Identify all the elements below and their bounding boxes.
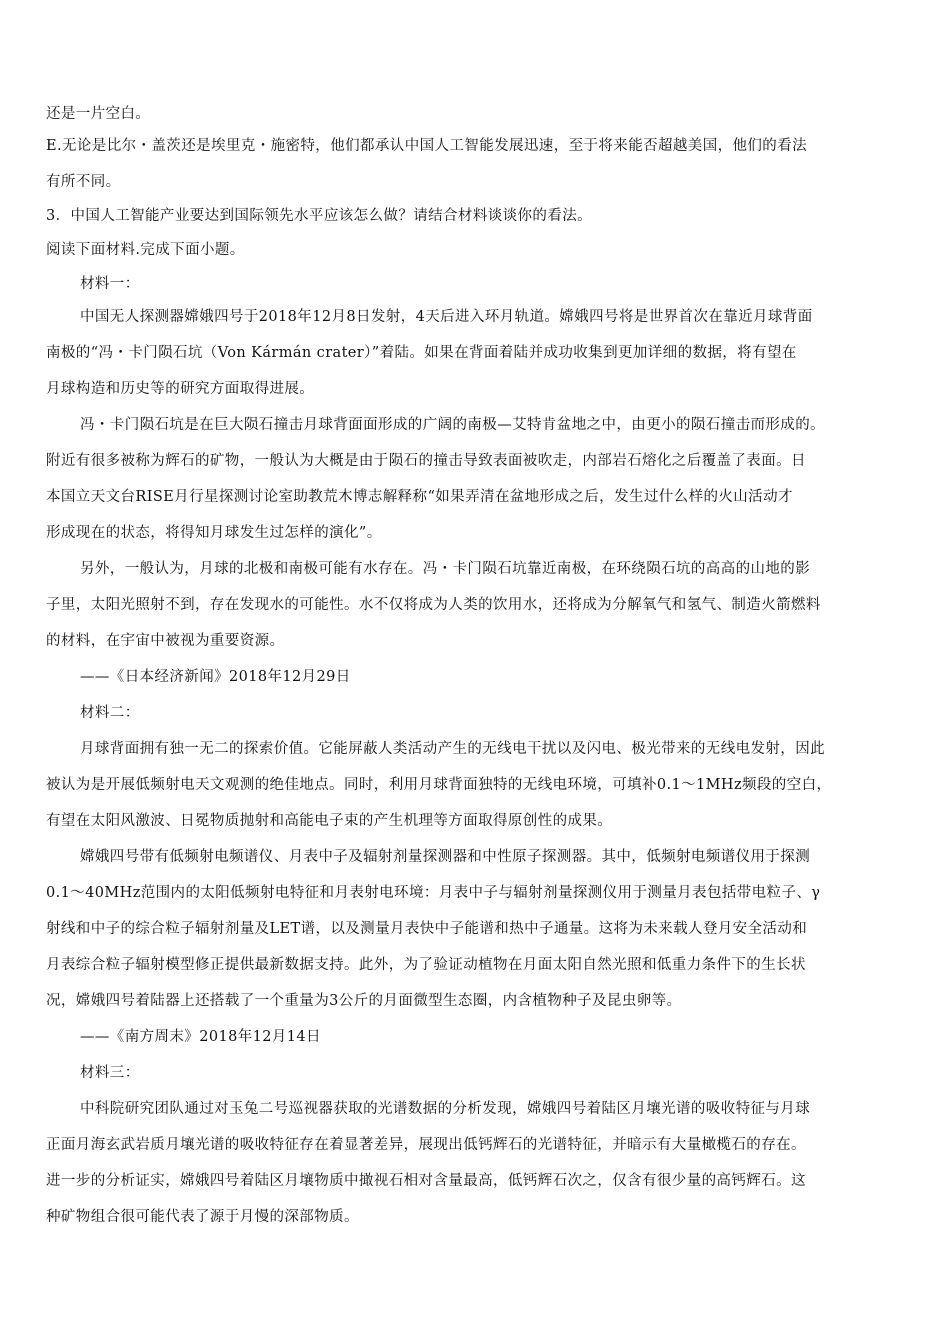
material-2-source: ——《南方周末》2018年12月14日 [80,1029,321,1045]
material-2-text: 被认为是开展低频射电天文观测的绝佳地点。同时，利用月球背面独特的无线电环境，可填补0.1～1MHz频段的空白， [46,777,832,793]
material-1-text: 中国无人探测器嫦娥四号于2018年12月8日发射，4天后进入环月轨道。嫦娥四号将是世界首次在靠近月球背面 [80,309,813,325]
material-1-text: 冯・卡门陨石坑是在巨大陨石撞击月球背面面形成的广阔的南极—艾特肯盆地之中，由更小的陨石撞击而形成的。 [80,417,825,433]
material-1-text: 另外，一般认为，月球的北极和南极可能有水存在。冯・卡门陨石坑靠近南极，在环绕陨石坑的高高的山地的影 [80,561,811,577]
text-line: 还是一片空白。 [46,106,151,122]
material-1-text: 形成现在的状态，将得知月球发生过怎样的演化”。 [46,525,382,541]
option-e-line: E.无论是比尔・盖茨还是埃里克・施密特，他们都承认中国人工智能发展迅速，至于将来能否超越美国，他们的看法 [46,138,807,154]
material-2-text: 有望在太阳风激波、日冕物质抛射和高能电子束的产生机理等方面取得原创性的成果。 [46,813,613,829]
material-2-label: 材料二： [80,705,140,721]
material-2-text: 月表综合粒子辐射模型修正提供最新数据支持。此外，为了验证动植物在月面太阳自然光照和低重力条件下的生长状 [46,957,806,973]
material-3-text: 正面月海玄武岩质月壤光谱的吸收特征存在着显著差异，展现出低钙辉石的光谱特征，并暗示有大量橄榄石的存在。 [46,1137,806,1153]
material-3-text: 进一步的分析证实，嫦娥四号着陆区月壤物质中撖视石相对含量最高，低钙辉石次之，仅含有很少量的高钙辉石。这 [46,1173,806,1189]
material-1-text: 月球构造和历史等的研究方面取得进展。 [46,381,315,397]
material-3-label: 材料三： [80,1065,140,1081]
material-3-text: 种矿物组合很可能代表了源于月慢的深部物质。 [46,1209,359,1225]
material-1-text: 附近有很多被称为辉石的矿物，一般认为大概是由于陨石的撞击导致表面被吹走，内部岩石熔化之后覆盖了表面。日 [46,453,806,469]
material-1-source: ——《日本经济新闻》2018年12月29日 [80,669,351,685]
material-2-text: 嫦娥四号带有低频射电频谱仪、月表中子及辐射剂量探测器和中性原子探测器。其中，低频射电频谱仪用于探测 [80,849,811,865]
reading-instruction: 阅读下面材料.完成下面小题。 [46,242,245,258]
material-2-text: 0.1～40MHz范围内的太阳低频射电特征和月表射电环境：月表中子与辐射剂量探测仪用于测量月表包括带电粒子、γ [46,885,821,901]
option-e-line: 有所不同。 [46,174,121,190]
material-1-text: 的材料，在宇宙中被视为重要资源。 [46,633,285,649]
material-1-label: 材料一： [80,276,140,292]
material-2-text: 射线和中子的综合粒子辐射剂量及LET谱，以及测量月表快中子能谱和热中子通量。这将为未来载人登月安全活动和 [46,921,808,937]
question-3: 3．中国人工智能产业要达到国际领先水平应该怎么做？请结合材料谈谈你的看法。 [46,208,593,224]
material-2-text: 月球背面拥有独一无二的探索价值。它能屏蔽人类活动产生的无线电干扰以及闪电、极光带来的无线电发射，因此 [80,741,825,757]
material-1-text: 子里，太阳光照射不到，存在发现水的可能性。水不仅将成为人类的饮用水，还将成为分解氧气和氢气、制造火箭燃料 [46,597,821,613]
material-1-text: 本国立天文台RISE月行星探测讨论室助教荒木博志解释称“如果弄清在盆地形成之后，发生过什么样的火山活动才 [46,489,793,505]
material-1-text: 南极的“冯・卡门陨石坑（Von Kármán crater）”着陆。如果在背面着陆并成功收集到更加详细的数据，将有望在 [46,345,797,361]
material-2-text: 况，嫦娥四号着陆器上还搭载了一个重量为3公斤的月面微型生态圈，内含植物种子及昆虫卵等。 [46,993,682,1009]
material-3-text: 中科院研究团队通过对玉兔二号巡视器获取的光谱数据的分析发现，嫦娥四号着陆区月壤光谱的吸收特征与月球 [80,1101,811,1117]
